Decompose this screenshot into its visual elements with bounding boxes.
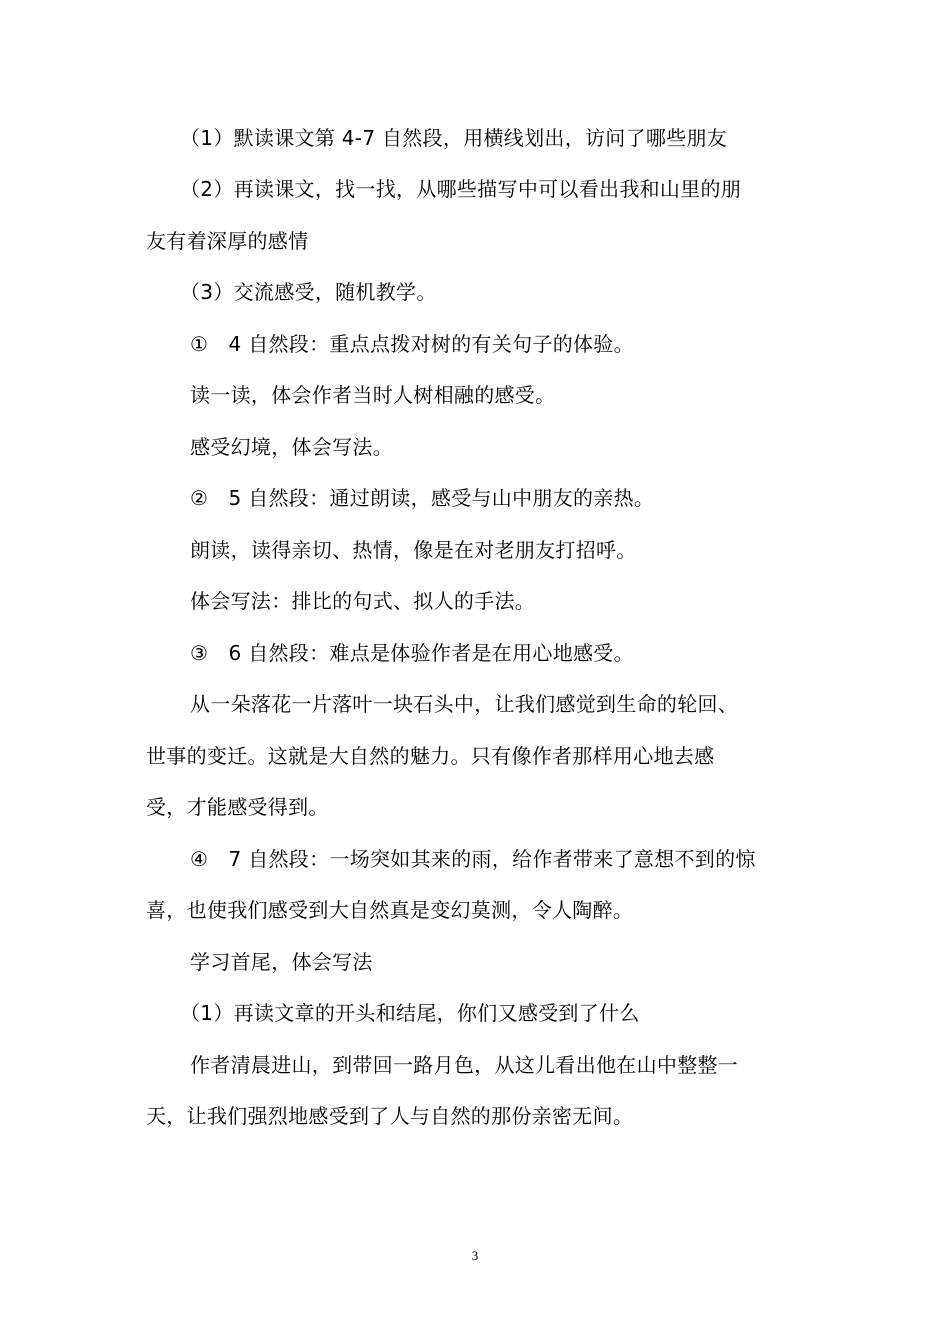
text-line: ④ 7 自然段：一场突如其来的雨，给作者带来了意想不到的惊: [190, 847, 756, 871]
text-line: 作者清晨进山，到带回一路月色，从这儿看出他在山中整整一: [190, 1053, 739, 1077]
text-line: 朗读，读得亲切、热情，像是在对老朋友打招呼。: [190, 538, 637, 562]
text-line: 世事的变迁。这就是大自然的魅力。只有像作者那样用心地去感: [146, 744, 715, 768]
text-line: 从一朵落花一片落叶一块石头中，让我们感觉到生命的轮回、: [190, 692, 739, 716]
text-line: 感受幻境，体会写法。: [190, 435, 393, 459]
text-line: 受，才能感受得到。: [146, 795, 329, 819]
text-line: ① 4 自然段：重点点拨对树的有关句子的体验。: [190, 332, 634, 356]
text-line: （1）默读课文第 4-7 自然段，用横线划出，访问了哪些朋友: [180, 126, 728, 150]
text-line: 学习首尾，体会写法: [190, 950, 373, 974]
text-line: ② 5 自然段：通过朗读，感受与山中朋友的亲热。: [190, 486, 655, 510]
text-line: 喜，也使我们感受到大自然真是变幻莫测，令人陶醉。: [146, 898, 634, 922]
text-line: 天，让我们强烈地感受到了人与自然的那份亲密无间。: [146, 1104, 634, 1128]
text-line: ③ 6 自然段：难点是体验作者是在用心地感受。: [190, 641, 634, 665]
text-line: （1）再读文章的开头和结尾，你们又感受到了什么: [180, 1001, 640, 1025]
text-line: 友有着深厚的感情: [146, 229, 309, 253]
text-line: 读一读，体会作者当时人树相融的感受。: [190, 383, 556, 407]
text-line: 体会写法：排比的句式、拟人的手法。: [190, 589, 536, 613]
page-number: 3: [471, 1248, 479, 1263]
text-line: （2）再读课文，找一找，从哪些描写中可以看出我和山里的朋: [180, 177, 742, 201]
text-line: （3）交流感受，随机教学。: [180, 280, 437, 304]
